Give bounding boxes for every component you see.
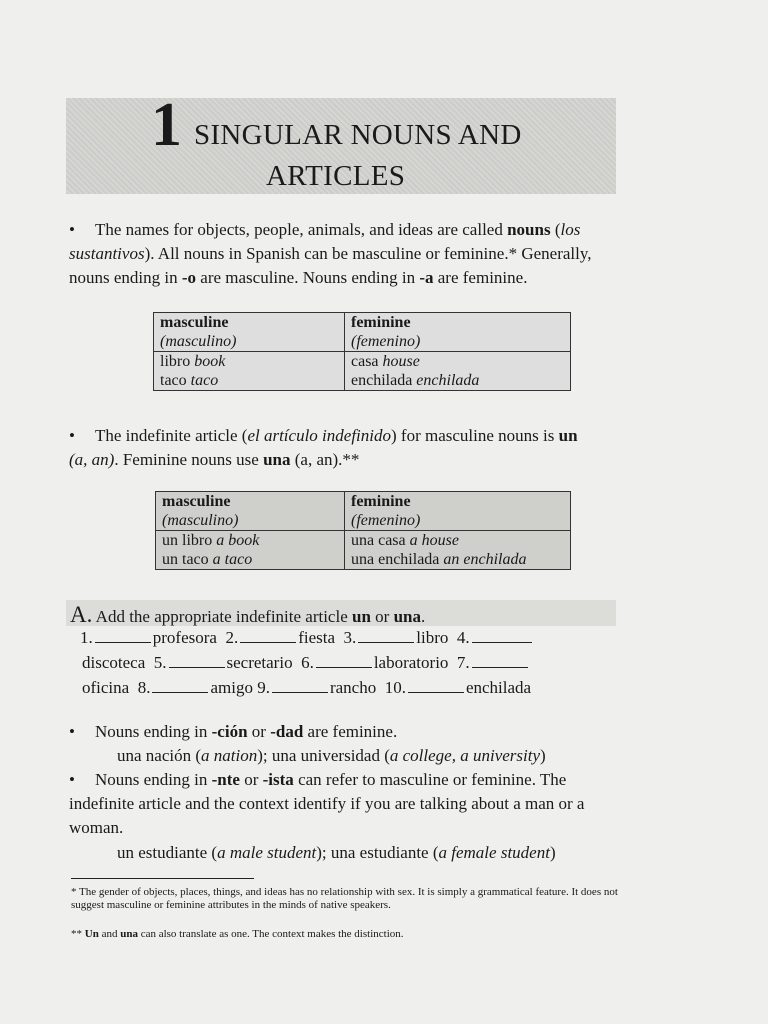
bullet: • [69,220,75,239]
rule-nte-ista: • Nouns ending in -nte or -ista can refer to masculine or feminine. The indefinite article and the context identify if you are talking about a man or a woman. [69,770,585,837]
answer-blank[interactable] [408,678,464,693]
indefinite-article-table [155,491,571,570]
footnote-2: ** Un and una can also translate as one. The context makes the distinction. [71,928,404,940]
answer-blank[interactable] [472,653,528,668]
rule-cion-example: una nación (a nation); una universidad (a college, a university) [117,746,546,765]
exercise-letter: A. [70,602,93,627]
bullet: • [69,722,75,741]
noun-gender-table [153,312,571,391]
indefinite-article-paragraph: • The indefinite article (el artículo indefinido) for masculine nouns is un (a, an). Feminine nouns use una (a, an).** [69,426,578,469]
table-header-masculine: masculine (masculino) [156,492,345,531]
table-cell: casa house enchilada enchilada [345,352,571,391]
chapter-title-line1: SINGULAR NOUNS AND [194,119,522,151]
chapter-number: 1 [151,91,182,159]
table-cell: una casa a house una enchilada an enchilada [345,531,571,570]
exercise-instructions: A. Add the appropriate indefinite article un or una. [70,602,426,627]
answer-blank[interactable] [472,628,532,643]
bullet: • [69,770,75,789]
answer-blank[interactable] [272,678,328,693]
answer-blank[interactable] [358,628,414,643]
exercise-row-3: oficina 8. amigo 9. rancho 10. enchilada [82,678,532,697]
intro-paragraph: • The names for objects, people, animals, and ideas are called nouns (los sustantivos). All nouns in Spanish can be masculine or feminine.* Generally, nouns ending in -o are masculine. Nouns ending in -a are feminine. [69,220,592,287]
table-header-feminine: feminine (femenino) [345,313,571,352]
table-header-masculine: masculine (masculino) [154,313,345,352]
chapter-title-line2: ARTICLES [266,160,406,192]
footnote-divider [71,878,254,879]
bullet: • [69,426,75,445]
table-header-feminine: feminine (femenino) [345,492,571,531]
exercise-row-1: 1. profesora 2. fiesta 3. libro 4. [80,628,534,648]
table-cell: libro book taco taco [154,352,345,391]
exercise-row-2: discoteca 5. secretario 6. laboratorio 7. [82,653,530,673]
answer-blank[interactable] [152,678,208,693]
footnote-1: * The gender of objects, places, things, and ideas has no relationship with sex. It is simply a grammatical feature. It does not suggest masculine or feminine attributes in the minds of native speakers. [71,886,618,911]
rule-cion-dad: • Nouns ending in -ción or -dad are feminine. [69,720,629,744]
rule-nte-example: un estudiante (a male student); una estudiante (a female student) [117,843,556,862]
answer-blank[interactable] [169,653,225,668]
table-cell: un libro a book un taco a taco [156,531,345,570]
answer-blank[interactable] [95,628,151,643]
answer-blank[interactable] [240,628,296,643]
answer-blank[interactable] [316,653,372,668]
